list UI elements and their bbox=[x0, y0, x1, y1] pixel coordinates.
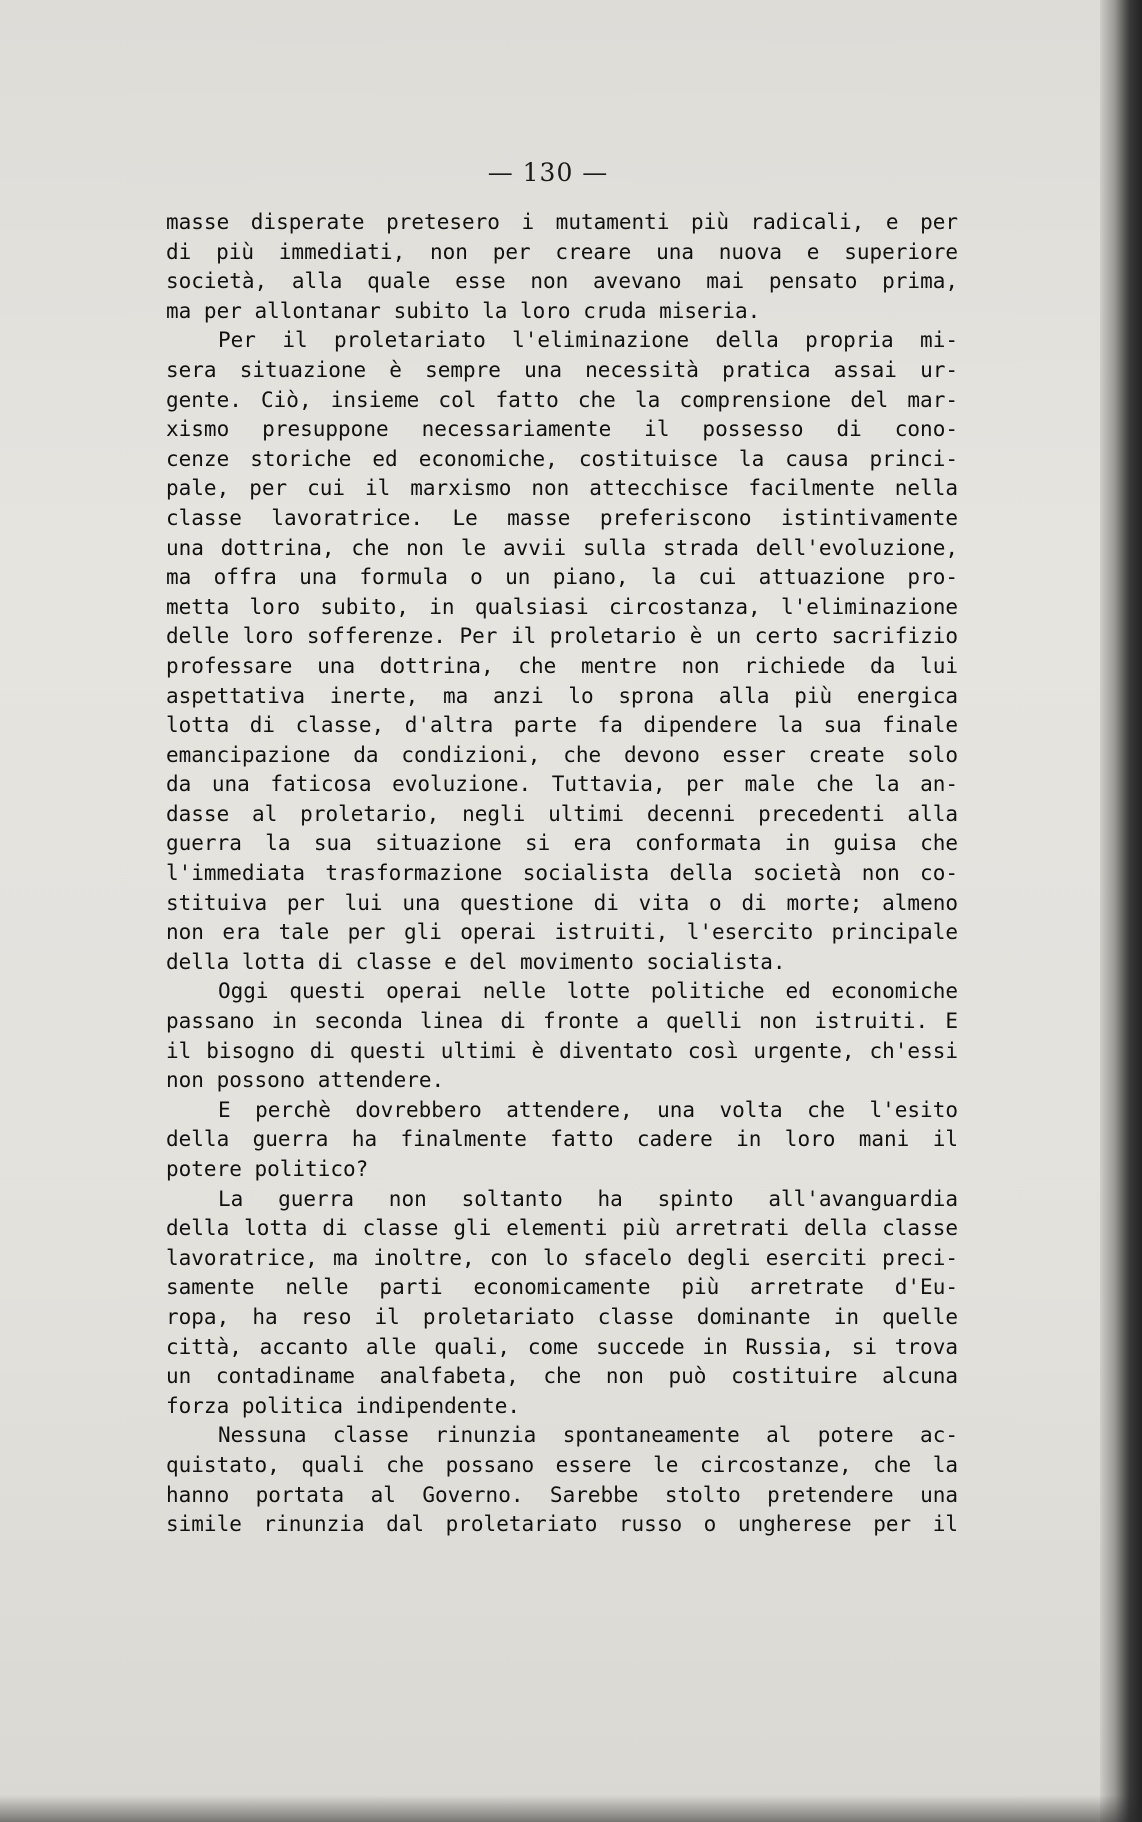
text-line: metta loro subito, in qualsiasi circostanza, l'eliminazione bbox=[166, 594, 958, 619]
text-line: xismo presuppone necessariamente il possesso di cono- bbox=[166, 417, 958, 442]
text-line: simile rinunzia dal proletariato russo o ungherese per il bbox=[166, 1512, 958, 1537]
text-line: l'immediata trasformazione socialista della società non co- bbox=[166, 861, 958, 886]
text-line: guerra la sua situazione si era conformata in guisa che bbox=[166, 831, 958, 856]
text-line: emancipazione da condizioni, che devono esser create solo bbox=[166, 742, 958, 767]
text-line: passano in seconda linea di fronte a quelli non istruiti. E bbox=[166, 1009, 958, 1034]
text-line: ma offra una formula o un piano, la cui attuazione pro- bbox=[166, 565, 958, 590]
text-line: cenze storiche ed economiche, costituisce la causa princi- bbox=[166, 446, 958, 471]
text-line: hanno portata al Governo. Sarebbe stolto pretendere una bbox=[166, 1482, 958, 1507]
text-line: società, alla quale esse non avevano mai pensato prima, bbox=[166, 269, 958, 294]
text-line: della guerra ha finalmente fatto cadere in loro mani il bbox=[166, 1127, 958, 1152]
text-line: forza politica indipendente. bbox=[166, 1393, 521, 1418]
text-line: gente. Ciò, insieme col fatto che la comprensione del mar- bbox=[166, 387, 958, 412]
text-line: della lotta di classe e del movimento socialista. bbox=[166, 949, 786, 974]
text-line: non possono attendere. bbox=[166, 1068, 445, 1093]
text-line: La guerra non soltanto ha spinto all'avanguardia bbox=[218, 1186, 958, 1211]
text-line: sera situazione è sempre una necessità pratica assai ur- bbox=[166, 357, 958, 382]
text-line: masse disperate pretesero i mutamenti più radicali, e per bbox=[166, 210, 958, 234]
text-line: samente nelle parti economicamente più arretrate d'Eu- bbox=[166, 1275, 958, 1300]
text-line: stituiva per lui una questione di vita o di morte; almeno bbox=[166, 890, 958, 915]
text-line: della lotta di classe gli elementi più arretrati della classe bbox=[166, 1216, 958, 1241]
text-line: delle loro sofferenze. Per il proletario è un certo sacrifizio bbox=[166, 624, 958, 649]
text-line: città, accanto alle quali, come succede in Russia, si trova bbox=[166, 1334, 958, 1359]
text-line: da una faticosa evoluzione. Tuttavia, per male che la an- bbox=[166, 772, 958, 797]
text-line: potere politico? bbox=[166, 1157, 369, 1181]
body-text bbox=[166, 208, 958, 1540]
text-line: dasse al proletario, negli ultimi decenni precedenti alla bbox=[166, 801, 958, 826]
text-line: classe lavoratrice. Le masse preferiscono istintivamente bbox=[166, 505, 958, 530]
bottom-shadow bbox=[0, 1795, 1142, 1822]
text-line: non era tale per gli operai istruiti, l'esercito principale bbox=[166, 920, 958, 945]
text-line: di più immediati, non per creare una nuova e superiore bbox=[166, 239, 958, 264]
page-edge bbox=[1100, 0, 1142, 1822]
text-line: pale, per cui il marxismo non attecchisce facilmente nella bbox=[166, 476, 958, 501]
text-line: Oggi questi operai nelle lotte politiche ed economiche bbox=[218, 979, 958, 1004]
text-line: ma per allontanar subito la loro cruda miseria. bbox=[166, 298, 761, 323]
text-line: E perchè dovrebbero attendere, una volta che l'esito bbox=[218, 1097, 958, 1122]
text-line: professare una dottrina, che mentre non richiede da lui bbox=[166, 653, 958, 678]
text-line: il bisogno di questi ultimi è diventato così urgente, ch'essi bbox=[166, 1038, 958, 1063]
text-line: un contadiname analfabeta, che non può costituire alcuna bbox=[166, 1364, 958, 1389]
text-line: lotta di classe, d'altra parte fa dipendere la sua finale bbox=[166, 713, 958, 738]
text-line: Nessuna classe rinunzia spontaneamente al potere ac- bbox=[218, 1423, 958, 1448]
text-line: aspettativa inerte, ma anzi lo sprona alla più energica bbox=[166, 683, 958, 708]
text-line: lavoratrice, ma inoltre, con lo sfacelo degli eserciti preci- bbox=[166, 1245, 958, 1270]
text-line: Per il proletariato l'eliminazione della propria mi- bbox=[218, 328, 958, 353]
text-line: una dottrina, che non le avvii sulla strada dell'evoluzione, bbox=[166, 535, 958, 560]
text-line: quistato, quali che possano essere le circostanze, che la bbox=[166, 1452, 958, 1477]
text-line: ropa, ha reso il proletariato classe dominante in quelle bbox=[166, 1304, 958, 1329]
page-number: — 130 — bbox=[487, 158, 609, 187]
